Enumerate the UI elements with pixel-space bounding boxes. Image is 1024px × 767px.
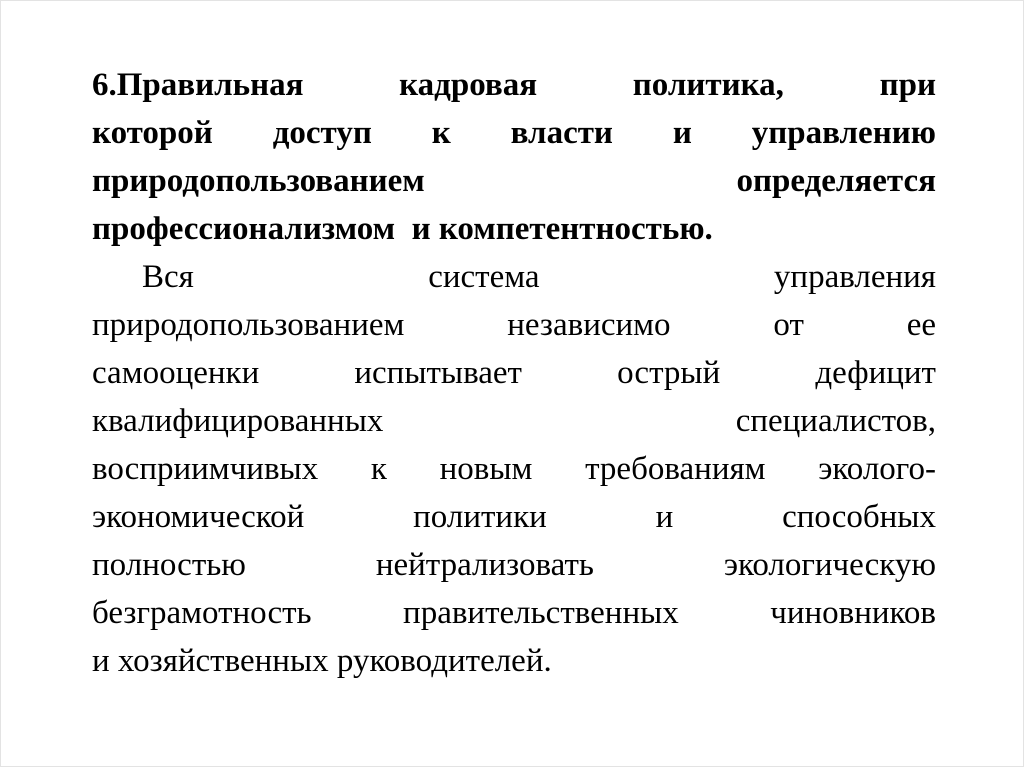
word: 6.Правильная — [92, 67, 304, 103]
word: дефицит — [815, 355, 936, 391]
word: чиновников — [770, 595, 936, 631]
word: от — [773, 307, 804, 343]
paragraph-bold — [92, 61, 936, 253]
word: независимо — [507, 307, 671, 343]
text-line — [92, 253, 936, 301]
word: новым — [439, 451, 533, 487]
text-line — [92, 205, 936, 253]
text-line — [92, 157, 936, 205]
word: безграмотность — [92, 595, 312, 631]
word: доступ — [272, 115, 372, 151]
text-line — [92, 541, 936, 589]
word: нейтрализовать — [375, 547, 594, 583]
word: управлению — [751, 115, 936, 151]
word: квалифицированных — [92, 403, 384, 439]
text-line — [92, 493, 936, 541]
word: система — [428, 259, 540, 295]
word: правительственных — [403, 595, 679, 631]
word: эколого- — [818, 451, 936, 487]
word: которой — [92, 115, 213, 151]
word: и — [655, 499, 674, 535]
word: определяется — [736, 163, 936, 199]
word: острый — [617, 355, 721, 391]
word: природопользованием — [92, 163, 425, 199]
word: специалистов, — [735, 403, 936, 439]
word: восприимчивых — [92, 451, 319, 487]
word: Вся — [142, 259, 194, 295]
word: и хозяйственных руководителей. — [92, 643, 552, 679]
word: и — [672, 115, 692, 151]
text-line — [92, 397, 936, 445]
slide-text — [92, 61, 936, 685]
word: к — [431, 115, 451, 151]
text-line — [92, 301, 936, 349]
word: политики — [413, 499, 547, 535]
word: к — [370, 451, 387, 487]
word: при — [879, 67, 936, 103]
word: полностью — [92, 547, 246, 583]
text-line — [92, 445, 936, 493]
word: политика, — [632, 67, 784, 103]
word: испытывает — [354, 355, 522, 391]
word: экономической — [92, 499, 305, 535]
word: экологическую — [723, 547, 936, 583]
text-line — [92, 589, 936, 637]
word: требованиям — [585, 451, 766, 487]
word: природопользованием — [92, 307, 405, 343]
word: самооценки — [92, 355, 260, 391]
word: профессионализмом и компетентностью. — [92, 211, 713, 247]
text-line — [92, 109, 936, 157]
word: кадровая — [399, 67, 538, 103]
word: способных — [782, 499, 936, 535]
word: управления — [773, 259, 936, 295]
text-line — [92, 637, 936, 685]
word: власти — [510, 115, 613, 151]
text-line — [92, 349, 936, 397]
paragraph-regular — [92, 253, 936, 685]
word: ее — [906, 307, 936, 343]
text-line — [92, 61, 936, 109]
